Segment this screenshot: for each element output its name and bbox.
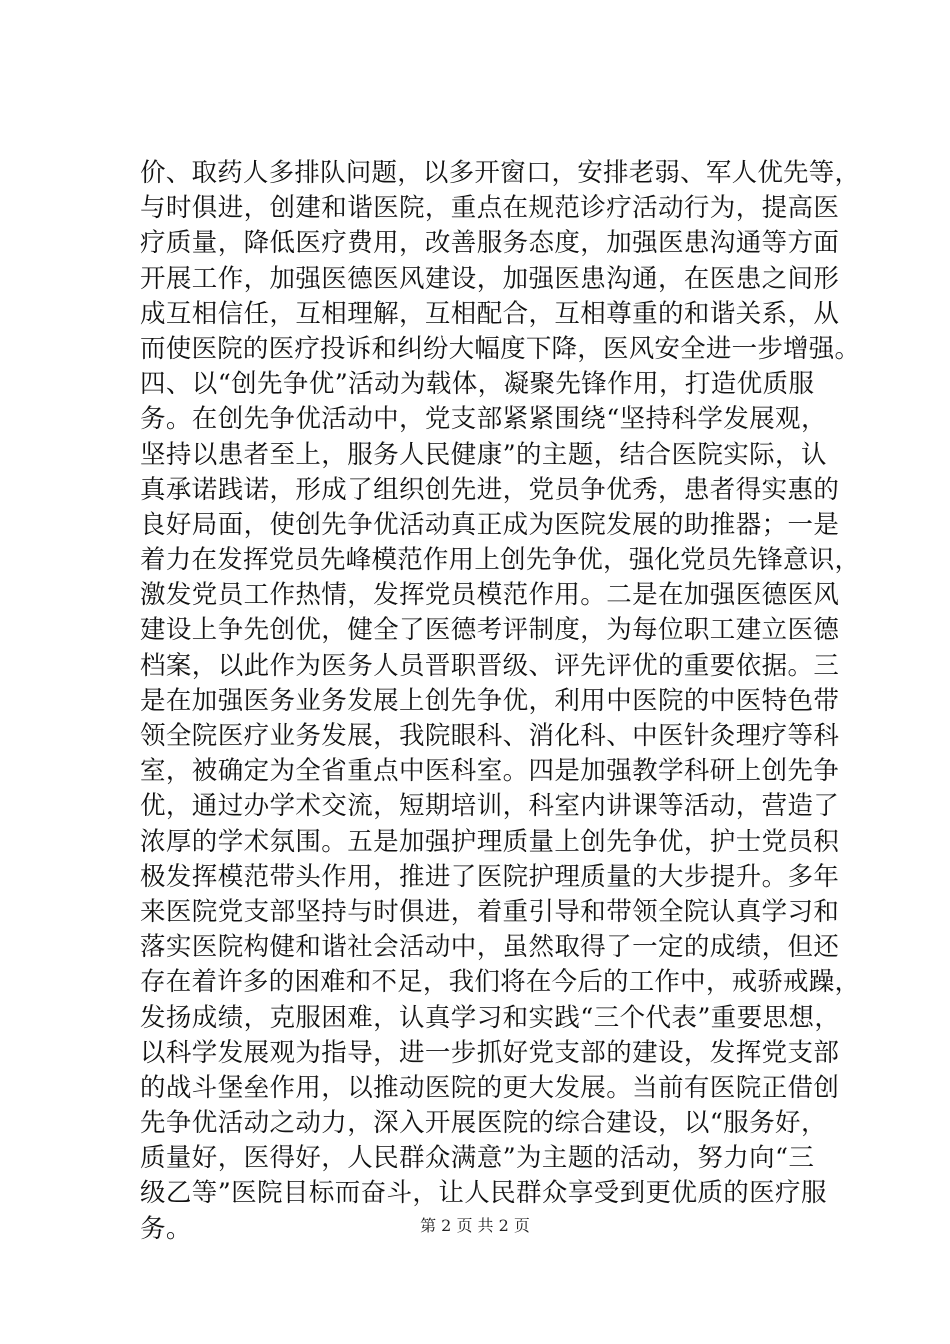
text-line: 良好局面，使创先争优活动真正成为医院发展的助推器；一是 <box>140 509 840 540</box>
text-line: 以科学发展观为指导，进一步抓好党支部的建设，发挥党支部 <box>140 1037 840 1068</box>
text-line: 务。在创先争优活动中，党支部紧紧围绕“坚持科学发展观， <box>140 404 827 435</box>
text-line: 存在着许多的困难和不足，我们将在今后的工作中，戒骄戒躁， <box>140 967 861 998</box>
text-line: 来医院党支部坚持与时俱进，着重引导和带领全院认真学习和 <box>140 896 840 927</box>
text-line: 开展工作，加强医德医风建设，加强医患沟通，在医患之间形 <box>140 263 840 294</box>
text-line: 质量好，医得好，人民群众满意”为主题的活动，努力向“三 <box>140 1143 815 1174</box>
text-line: 发扬成绩，克服困难，认真学习和实践“三个代表”重要思想， <box>140 1002 841 1033</box>
text-line: 四、以“创先争优”活动为载体，凝聚先锋作用，打造优质服 <box>140 369 815 400</box>
text-line: 坚持以患者至上，服务人民健康”的主题，结合医院实际，认 <box>140 439 827 470</box>
text-line: 档案，以此作为医务人员晋职晋级、评先评优的重要依据。三 <box>140 650 840 681</box>
text-line: 务。 <box>140 1213 192 1244</box>
body-text <box>140 156 860 1247</box>
text-line: 级乙等”医院目标而奋斗，让人民群众享受到更优质的医疗服 <box>140 1178 827 1209</box>
page-footer: 第 2 页 共 2 页 <box>420 1216 530 1235</box>
text-line: 而使医院的医疗投诉和纠纷大幅度下降，医风安全进一步增强。 <box>140 333 861 364</box>
text-line: 落实医院构健和谐社会活动中，虽然取得了一定的成绩，但还 <box>140 932 840 963</box>
text-line: 疗质量，降低医疗费用，改善服务态度，加强医患沟通等方面 <box>140 228 840 259</box>
text-line: 室，被确定为全省重点中医科室。四是加强教学科研上创先争 <box>140 756 840 787</box>
text-line: 先争优活动之动力，深入开展医院的综合建设，以“服务好， <box>140 1108 827 1139</box>
text-line: 浓厚的学术氛围。五是加强护理质量上创先争优，护士党员积 <box>140 826 840 857</box>
text-line: 与时俱进，创建和谐医院，重点在规范诊疗活动行为，提高医 <box>140 193 840 224</box>
text-line: 价、取药人多排队问题，以多开窗口，安排老弱、军人优先等， <box>140 158 861 188</box>
text-line: 极发挥模范带头作用，推进了医院护理质量的大步提升。多年 <box>140 861 840 892</box>
text-line: 成互相信任，互相理解，互相配合，互相尊重的和谐关系，从 <box>140 298 840 329</box>
text-line: 建设上争先创优，健全了医德考评制度，为每位职工建立医德 <box>140 615 840 646</box>
text-line: 激发党员工作热情，发挥党员模范作用。二是在加强医德医风 <box>140 580 840 611</box>
text-line: 真承诺践诺，形成了组织创先进，党员争优秀，患者得实惠的 <box>140 474 840 505</box>
text-line: 优，通过办学术交流，短期培训，科室内讲课等活动，营造了 <box>140 791 840 822</box>
text-line: 着力在发挥党员先峰模范作用上创先争优，强化党员先锋意识， <box>140 545 861 576</box>
text-line: 的战斗堡垒作用，以推动医院的更大发展。当前有医院正借创 <box>140 1072 840 1103</box>
text-line: 是在加强医务业务发展上创先争优，利用中医院的中医特色带 <box>140 685 840 716</box>
text-line: 领全院医疗业务发展，我院眼科、消化科、中医针灸理疗等科 <box>140 721 840 751</box>
